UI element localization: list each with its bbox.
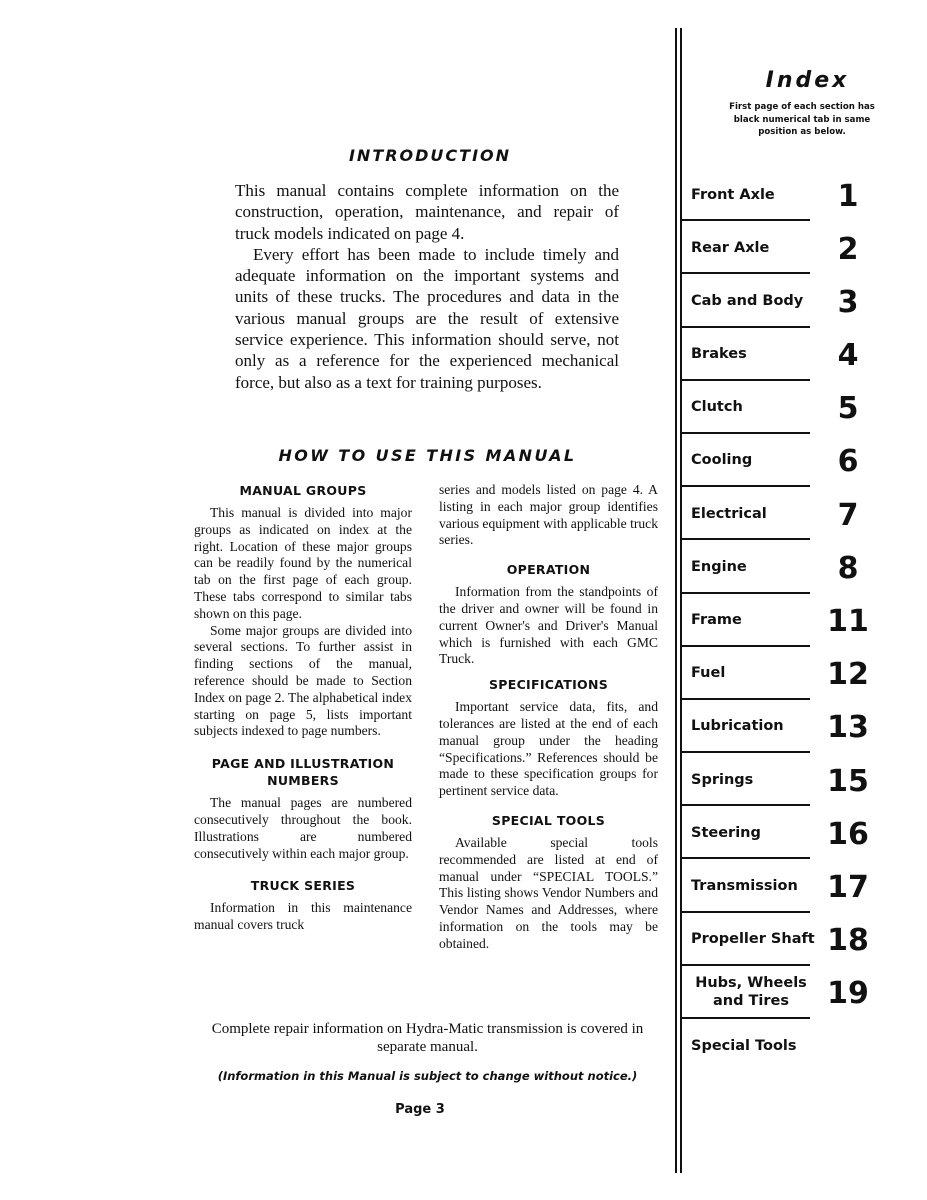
index-tab-number: 13 (827, 710, 869, 746)
index-tab-number: 11 (827, 604, 869, 639)
specifications-heading: SPECIFICATIONS (488, 677, 609, 693)
hydra-matic-note: Complete repair information on Hydra-Matic transmission is covered in separate manual. (211, 1021, 644, 1055)
index-tab-number: 15 (827, 763, 869, 799)
introduction-paragraph: This manual contains complete information on the construction, operation, maintenance, and repair of truck models indicated on page 4. (235, 181, 619, 243)
index-note: First page of each section has black numerical tab in same position as below. (729, 102, 875, 137)
index-item[interactable] (682, 540, 882, 593)
index-item-label: Special Tools (691, 1037, 797, 1054)
index-item[interactable] (682, 434, 882, 487)
page-numbers-paragraph: The manual pages are numbered consecutively throughout the book. Illustrations are numbered consecutively within each major group. (194, 795, 412, 861)
index-item-label: Frame (691, 612, 742, 628)
index-item-label: Engine (691, 558, 747, 575)
index-tab-number: 12 (827, 657, 869, 693)
truck-series-paragraph-continued: series and models listed on page 4. A listing in each major group identifies various equipment with applicable truck series. (439, 482, 658, 548)
introduction-paragraph: Every effort has been made to include timely and adequate information on the important systems and units of these trucks. The procedures and data in the various manual groups are the result of extensive service experience. This information should serve, not only as a reference for the experienced mechanical force, but also as a text for training purposes. (235, 244, 619, 392)
index-tab-number: 2 (837, 231, 859, 267)
special-tools-paragraph: Available special tools recommended are listed at end of manual under “SPECIAL TOOLS.” This listing shows Vendor Numbers and Vendor Names and Addresses, where information on the tools may be obtained. (439, 834, 658, 951)
divider-line-left (675, 28, 677, 1173)
index-tab-number: 1 (837, 178, 859, 214)
index-item-label: Hubs, Wheels and Tires (695, 975, 807, 1010)
index-item[interactable] (682, 168, 882, 221)
index-item-label: Steering (691, 824, 761, 841)
index-tab-number: 18 (827, 923, 869, 959)
page-number: Page 3 (395, 1102, 445, 1117)
index-list (682, 168, 882, 1072)
index-item[interactable] (682, 381, 882, 434)
manual-groups-paragraph: Some major groups are divided into several sections. To further assist in finding sections of the manual, reference should be made to Section Index on page 2. The alphabetical index starting on page 5, lists important subjects indexed to page numbers. (194, 622, 412, 739)
operation-paragraph: Information from the standpoints of the driver and owner will be found in current Owner's and Driver's Manual which is furnished with each GMC Truck. (439, 584, 658, 667)
operation-heading: OPERATION (506, 562, 591, 578)
truck-series-paragraph: Information in this maintenance manual covers truck (194, 900, 412, 933)
how-to-use-heading: HOW TO USE THIS MANUAL (278, 446, 577, 465)
index-item[interactable] (682, 328, 882, 381)
introduction-heading: INTRODUCTION (348, 146, 512, 165)
change-notice: (Information in this Manual is subject to change without notice.) (217, 1069, 638, 1083)
index-item-label: Fuel (691, 665, 726, 682)
index-item[interactable] (682, 913, 882, 966)
index-tab-number (820, 1019, 876, 1075)
how-to-use-right-column (439, 482, 658, 953)
index-item[interactable] (682, 1019, 882, 1072)
special-tools-heading: SPECIAL TOOLS (491, 812, 606, 828)
index-item[interactable] (682, 966, 882, 1019)
index-item[interactable] (682, 221, 882, 274)
index-tab-number: 6 (837, 444, 859, 480)
page-numbers-heading: PAGE AND ILLUSTRATION NUMBERS (211, 756, 395, 789)
truck-series-heading: TRUCK SERIES (250, 878, 356, 894)
index-item[interactable] (682, 647, 882, 700)
index-tab-number: 16 (827, 816, 869, 852)
index-tab-number: 5 (837, 391, 859, 427)
index-tab-number: 7 (837, 497, 859, 533)
index-title: Index (765, 68, 850, 93)
index-item-label: Cooling (691, 452, 753, 469)
introduction-body (235, 180, 619, 393)
index-item-label: Brakes (691, 346, 747, 363)
index-item-label: Cab and Body (691, 292, 804, 309)
index-item[interactable] (682, 753, 882, 806)
index-item-label: Transmission (691, 877, 798, 894)
index-tab-number: 3 (837, 284, 859, 320)
manual-groups-heading: MANUAL GROUPS (239, 483, 367, 498)
index-item[interactable] (682, 594, 882, 647)
index-item-label: Clutch (691, 399, 743, 416)
index-item[interactable] (682, 806, 882, 859)
index-item-label: Springs (691, 771, 754, 788)
index-item[interactable] (682, 859, 882, 912)
index-item-label: Propeller Shaft (691, 931, 815, 948)
index-item[interactable] (682, 487, 882, 540)
index-item[interactable] (682, 700, 882, 753)
index-item-label: Front Axle (691, 186, 775, 203)
manual-groups-paragraph: This manual is divided into major groups as indicated on index at the right. Location of these major groups can be readily found by the numerical tab on the first page of each group. These tabs correspond to similar tabs shown on this page. (194, 505, 412, 621)
index-tab-number: 8 (837, 550, 859, 586)
specifications-paragraph: Important service data, fits, and tolerances are listed at the end of each manual group under the heading “Specifications.” References should be made to these specification groups for pertinent service data. (439, 699, 658, 799)
index-item[interactable] (682, 274, 882, 327)
index-item-label: Rear Axle (691, 239, 770, 256)
how-to-use-left-column (194, 482, 412, 934)
index-item-label: Lubrication (691, 718, 784, 735)
index-tab-number: 17 (827, 869, 869, 905)
index-tab-number: 4 (837, 338, 859, 374)
index-tab-number: 19 (827, 976, 869, 1012)
index-item-label: Electrical (691, 505, 767, 522)
